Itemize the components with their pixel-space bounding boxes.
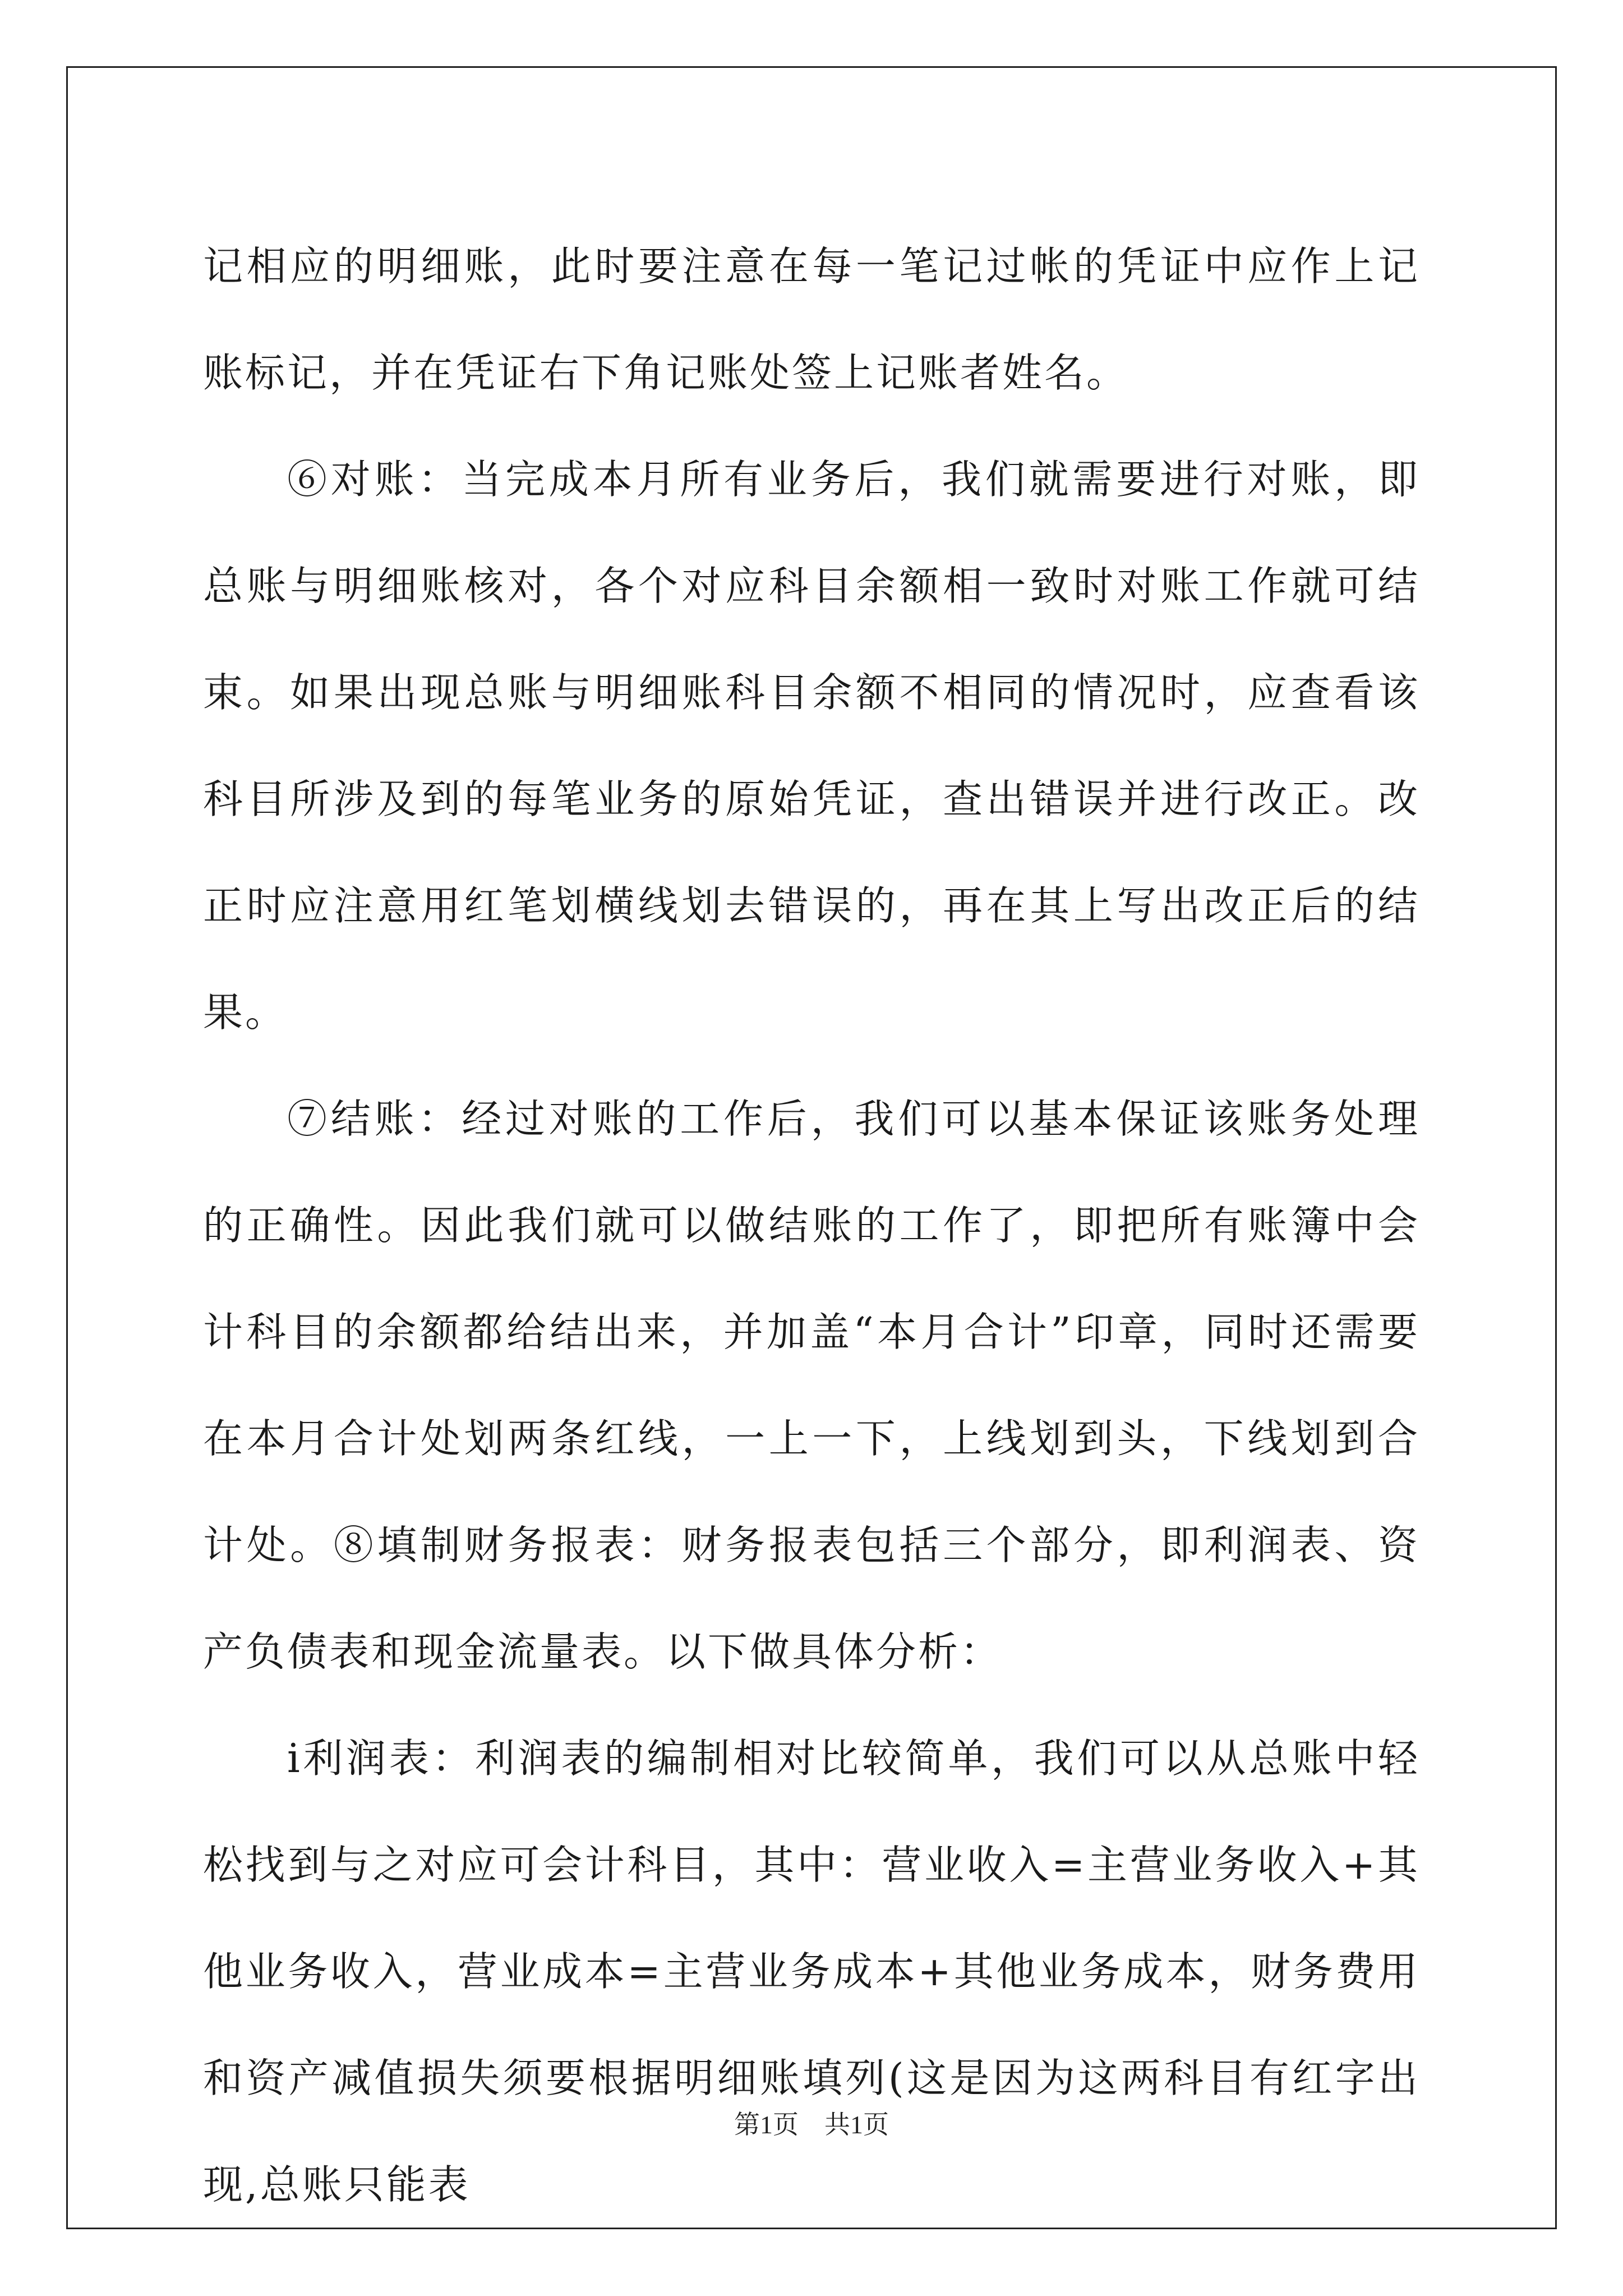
page-number-footer: 第1页 共1页 [734,2110,889,2139]
paragraph-3-closing: ⑦结账：经过对账的工作后，我们可以基本保证该账务处理的正确性。因此我们就可以做结账的工作了，即把所有账簿中会计科目的余额都给结出来，并加盖“本月合计”印章，同时还需要在本月合计处划两条红线，一上一下，上线划到头，下线划到合计处。⑧填制财务报表：财务报表包括三个部分，即利润表、资产负债表和现金流量表。以下做具体分析： [203,1096,1420,1675]
paragraph-1: 记相应的明细账，此时要注意在每一笔记过帐的凭证中应作上记账标记，并在凭证右下角记账处签上记账者姓名。 [203,243,1420,396]
document-body [203,213,1420,2238]
paragraph-4-income-statement: ⅰ利润表：利润表的编制相对比较简单，我们可以从总账中轻松找到与之对应可会计科目，其中：营业收入=主营业务收入+其他业务收入，营业成本=主营业务成本+其他业务成本，财务费用和资产减值损失须要根据明细账填列(这是因为这两科目有红字出现,总账只能表 [203,1735,1420,2208]
paragraph-2-reconciliation: ⑥对账：当完成本月所有业务后，我们就需要进行对账，即总账与明细账核对，各个对应科目余额相一致时对账工作就可结束。如果出现总账与明细账科目余额不相同的情况时，应查看该科目所涉及到的每笔业务的原始凭证，查出错误并进行改正。改正时应注意用红笔划横线划去错误的，再在其上写出改正后的结果。 [203,456,1420,1036]
